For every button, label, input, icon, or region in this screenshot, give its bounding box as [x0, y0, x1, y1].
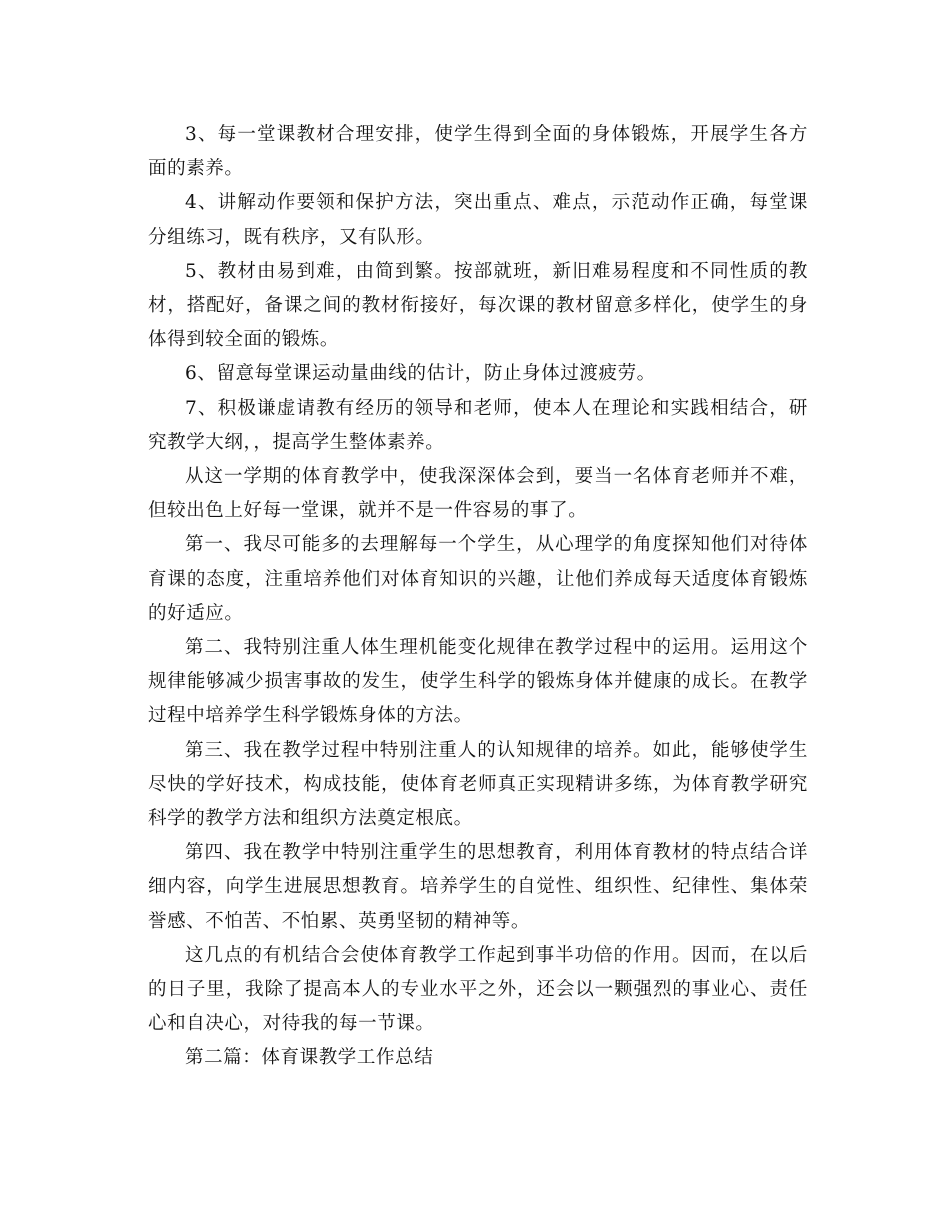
paragraph-point-first: 第一、我尽可能多的去理解每一个学生，从心理学的角度探知他们对待体育课的态度，注重培养他们对体育知识的兴趣，让他们养成每天适度体育锻炼的好适应。: [148, 534, 808, 624]
paragraph-semester-reflection: 从这一学期的体育教学中，使我深深体会到，要当一名体育老师并不难，但较出色上好每一堂课，就并不是一件容易的事了。: [148, 466, 808, 522]
paragraph-conclusion: 这几点的有机结合会使体育教学工作起到事半功倍的作用。因而，在以后的日子里，我除了提高本人的专业水平之外，还会以一颗强烈的事业心、责任心和自决心，对待我的每一节课。: [148, 944, 808, 1035]
paragraph-item-5: 5、教材由易到难，由简到繁。按部就班，新旧难易程度和不同性质的教材，搭配好，备课之间的教材衔接好，每次课的教材留意多样化，使学生的身体得到较全面的锻炼。: [148, 260, 808, 351]
paragraph-item-3: 3、每一堂课教材合理安排，使学生得到全面的身体锻炼，开展学生各方面的素养。: [148, 124, 808, 180]
paragraph-item-7: 7、积极谦虚请教有经历的领导和老师，使本人在理论和实践相结合，研究教学大纲，，提高学生整体素养。: [148, 397, 808, 453]
paragraph-point-fourth: 第四、我在教学中特别注重学生的思想教育，利用体育教材的特点结合详细内容，向学生进展思想教育。培养学生的自觉性、组织性、纪律性、集体荣誉感、不怕苦、不怕累、英勇坚韧的精神等。: [148, 842, 808, 932]
document-body: [148, 118, 808, 1076]
paragraph-point-second: 第二、我特别注重人体生理机能变化规律在教学过程中的运用。运用这个规律能够减少损害事故的发生，使学生科学的锻炼身体并健康的成长。在教学过程中培养学生科学锻炼身体的方法。: [148, 637, 808, 727]
paragraph-point-third: 第三、我在教学过程中特别注重人的认知规律的培养。如此，能够使学生尽快的学好技术，构成技能，使体育老师真正实现精讲多练，为体育教学研究科学的教学方法和组织方法奠定根底。: [148, 739, 808, 830]
section-heading-part-two: 第二篇：体育课教学工作总结: [185, 1047, 434, 1069]
paragraph-item-6: 6、留意每堂课运动量曲线的估计，防止身体过渡疲劳。: [185, 363, 656, 385]
paragraph-item-4: 4、讲解动作要领和保护方法，突出重点、难点，示范动作正确，每堂课分组练习，既有秩序，又有队形。: [148, 192, 808, 248]
